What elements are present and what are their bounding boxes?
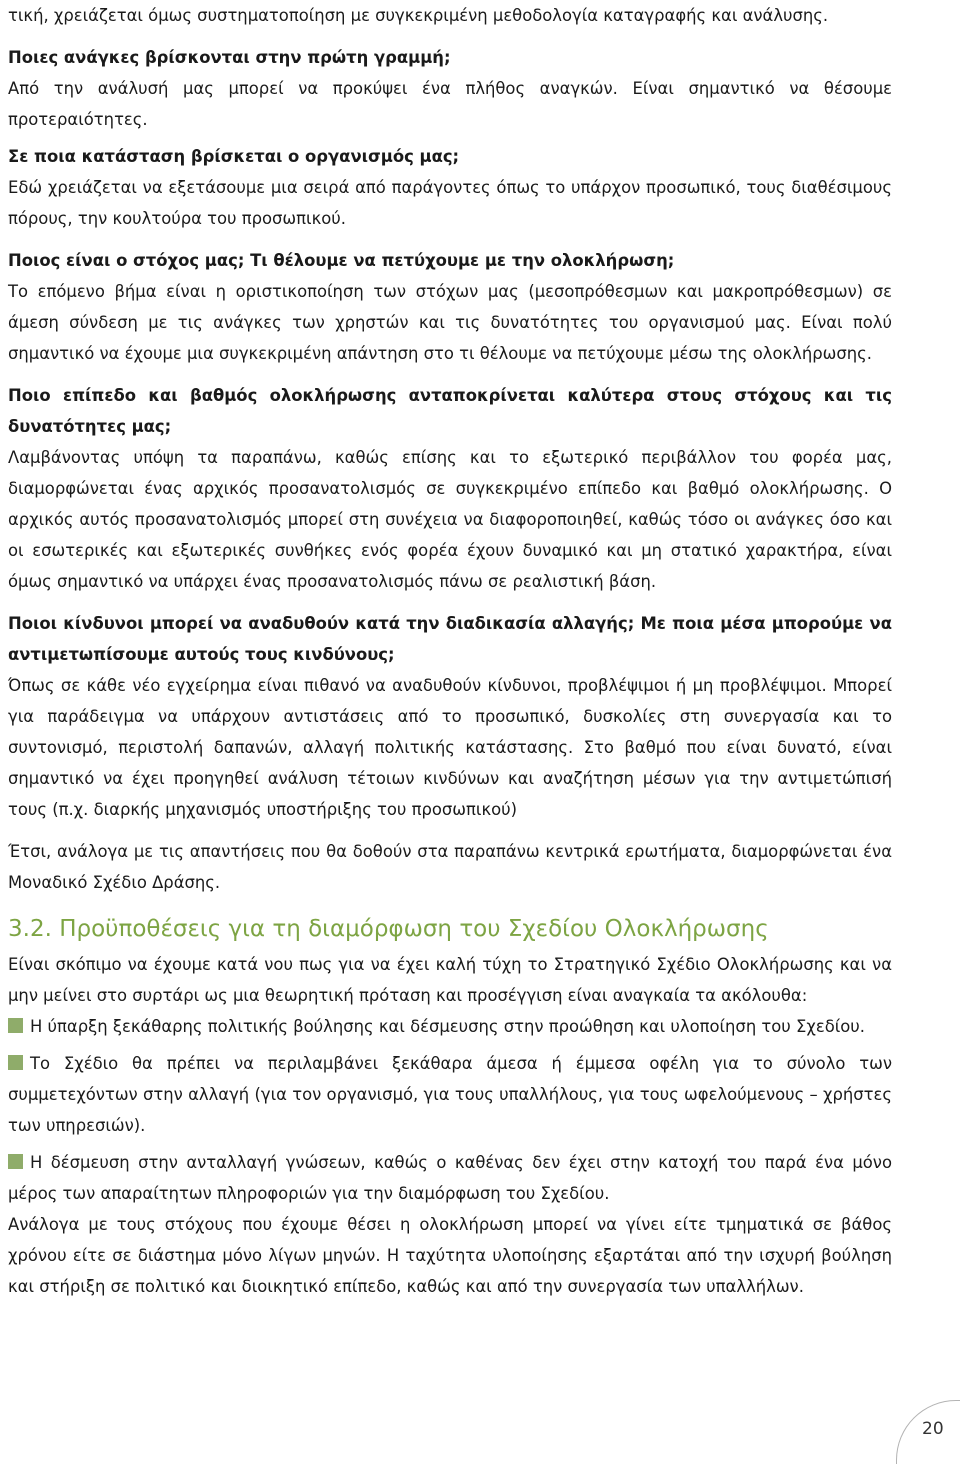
bullet-item bbox=[8, 1011, 892, 1042]
question-goal: Ποιος είναι ο στόχος μας; Τι θέλουμε να πετύχουμε με την ολοκλήρωση; bbox=[8, 251, 675, 270]
bullet-item bbox=[8, 1048, 892, 1141]
paragraph-action-plan: Έτσι, ανάλογα με τις απαντήσεις που θα δοθούν στα παραπάνω κεντρικά ερωτήματα, διαμορφώνεται ένα Μοναδικό Σχέδιο Δράσης. bbox=[8, 842, 892, 892]
bullet-text: Το Σχέδιο θα πρέπει να περιλαμβάνει ξεκάθαρα άμεσα ή έμμεσα οφέλη για το σύνολο των συμμετεχόντων στην αλλαγή (για τον οργανισμό, για τους υπαλλήλους, για τους ωφελούμενους – χρήστες των υπηρεσιών). bbox=[8, 1054, 892, 1135]
bullet-text: Η δέσμευση στην ανταλλαγή γνώσεων, καθώς ο καθένας δεν έχει στην κατοχή του παρά ένα μόνο μέρος των απαραίτητων πληροφοριών για την διαμόρφωση του Σχεδίου. bbox=[8, 1153, 892, 1203]
paragraph-continuation: τική, χρειάζεται όμως συστηματοποίηση με συγκεκριμένη μεθοδολογία καταγραφής και ανάλυσης. bbox=[8, 6, 829, 25]
bullet-item bbox=[8, 1147, 892, 1209]
page-number: 20 bbox=[922, 1419, 944, 1439]
question-integration-level: Ποιο επίπεδο και βαθμός ολοκλήρωσης ανταποκρίνεται καλύτερα στους στόχους και τις δυνατότητες μας; bbox=[8, 386, 892, 436]
bullet-text: Η ύπαρξη ξεκάθαρης πολιτικής βούλησης και δέσμευσης στην προώθηση και υλοποίηση του Σχεδίου. bbox=[30, 1017, 865, 1036]
answer-priorities: Από την ανάλυσή μας μπορεί να προκύψει ένα πλήθος αναγκών. Είναι σημαντικό να θέσουμε προτεραιότητες. bbox=[8, 79, 892, 129]
answer-goal: Το επόμενο βήμα είναι η οριστικοποίηση των στόχων μας (μεσοπρόθεσμων και μακροπρόθεσμων) σε άμεση σύνδεση με τις ανάγκες των χρηστών και τις δυνατότητες του οργανισμού μας. Είναι πολύ σημαντικό να έχουμε μια συγκεκριμένη απάντηση στο τι θέλουμε να πετύχουμε μέσω της ολοκλήρωσης. bbox=[8, 282, 892, 363]
section-intro: Είναι σκόπιμο να έχουμε κατά νου πως για να έχει καλή τύχη το Στρατηγικό Σχέδιο Ολοκλήρωσης και να μην μείνει στο συρτάρι ως μια θεωρητική πρόταση και προσέγγιση είναι αναγκαία τα ακόλουθα: bbox=[8, 955, 892, 1005]
section-number: 3.2. bbox=[8, 916, 52, 942]
section-closing: Ανάλογα με τους στόχους που έχουμε θέσει η ολοκλήρωση μπορεί να γίνει είτε τμηματικά σε βάθος χρόνου είτε σε διάστημα μόνο λίγων μηνών. Η ταχύτητα υλοποίησης εξαρτάται από την ισχυρή βούληση και στήριξη σε πολιτικό και διοικητικό επίπεδο, καθώς και από την συνεργασία των υπαλλήλων. bbox=[8, 1215, 892, 1296]
question-risks: Ποιοι κίνδυνοι μπορεί να αναδυθούν κατά την διαδικασία αλλαγής; Με ποια μέσα μπορούμε να αντιμετωπίσουμε αυτούς τους κινδύνους; bbox=[8, 614, 892, 664]
square-bullet-icon bbox=[8, 1154, 23, 1169]
page-number-tab bbox=[896, 1400, 960, 1464]
square-bullet-icon bbox=[8, 1055, 23, 1070]
question-priorities: Ποιες ανάγκες βρίσκονται στην πρώτη γραμμή; bbox=[8, 48, 451, 67]
document-page bbox=[8, 0, 892, 1302]
section-heading bbox=[8, 909, 892, 949]
square-bullet-icon bbox=[8, 1018, 23, 1033]
answer-organization-state: Εδώ χρειάζεται να εξετάσουμε μια σειρά από παράγοντες όπως το υπάρχον προσωπικό, τους διαθέσιμους πόρους, την κουλτούρα του προσωπικού. bbox=[8, 178, 892, 228]
answer-integration-level: Λαμβάνοντας υπόψη τα παραπάνω, καθώς επίσης και το εξωτερικό περιβάλλον του φορέα μας, διαμορφώνεται ένας αρχικός προσανατολισμός σε συγκεκριμένο επίπεδο και βαθμό ολοκλήρωσης. Ο αρχικός αυτός προσανατολισμός μπορεί στη συνέχεια να διαφοροποιηθεί, καθώς τόσο οι ανάγκες όσο και οι εσωτερικές και εξωτερικές συνθήκες ενός φορέα έχουν δυναμικό και μη στατικό χαρακτήρα, είναι όμως σημαντικό να υπάρχει ένας προσανατολισμός πάνω σε ρεαλιστική βάση. bbox=[8, 448, 892, 591]
question-organization-state: Σε ποια κατάσταση βρίσκεται ο οργανισμός μας; bbox=[8, 147, 460, 166]
section-title: Προϋποθέσεις για τη διαμόρφωση του Σχεδίου Ολοκλήρωσης bbox=[59, 916, 769, 942]
answer-risks: Όπως σε κάθε νέο εγχείρημα είναι πιθανό να αναδυθούν κίνδυνοι, προβλέψιμοι ή μη προβλέψιμοι. Μπορεί για παράδειγμα να υπάρχουν αντιστάσεις από το προσωπικό, δυσκολίες στη συνεργασία και το συντονισμό, περιστολή δαπανών, αλλαγή πολιτικής κατάστασης. Στο βαθμό που είναι δυνατό, είναι σημαντικό να έχει προηγηθεί ανάλυση τέτοιων κινδύνων και αναζήτηση μέσων για την αντιμετώπισή τους (π.χ. διαρκής μηχανισμός υποστήριξης του προσωπικού) bbox=[8, 676, 892, 819]
